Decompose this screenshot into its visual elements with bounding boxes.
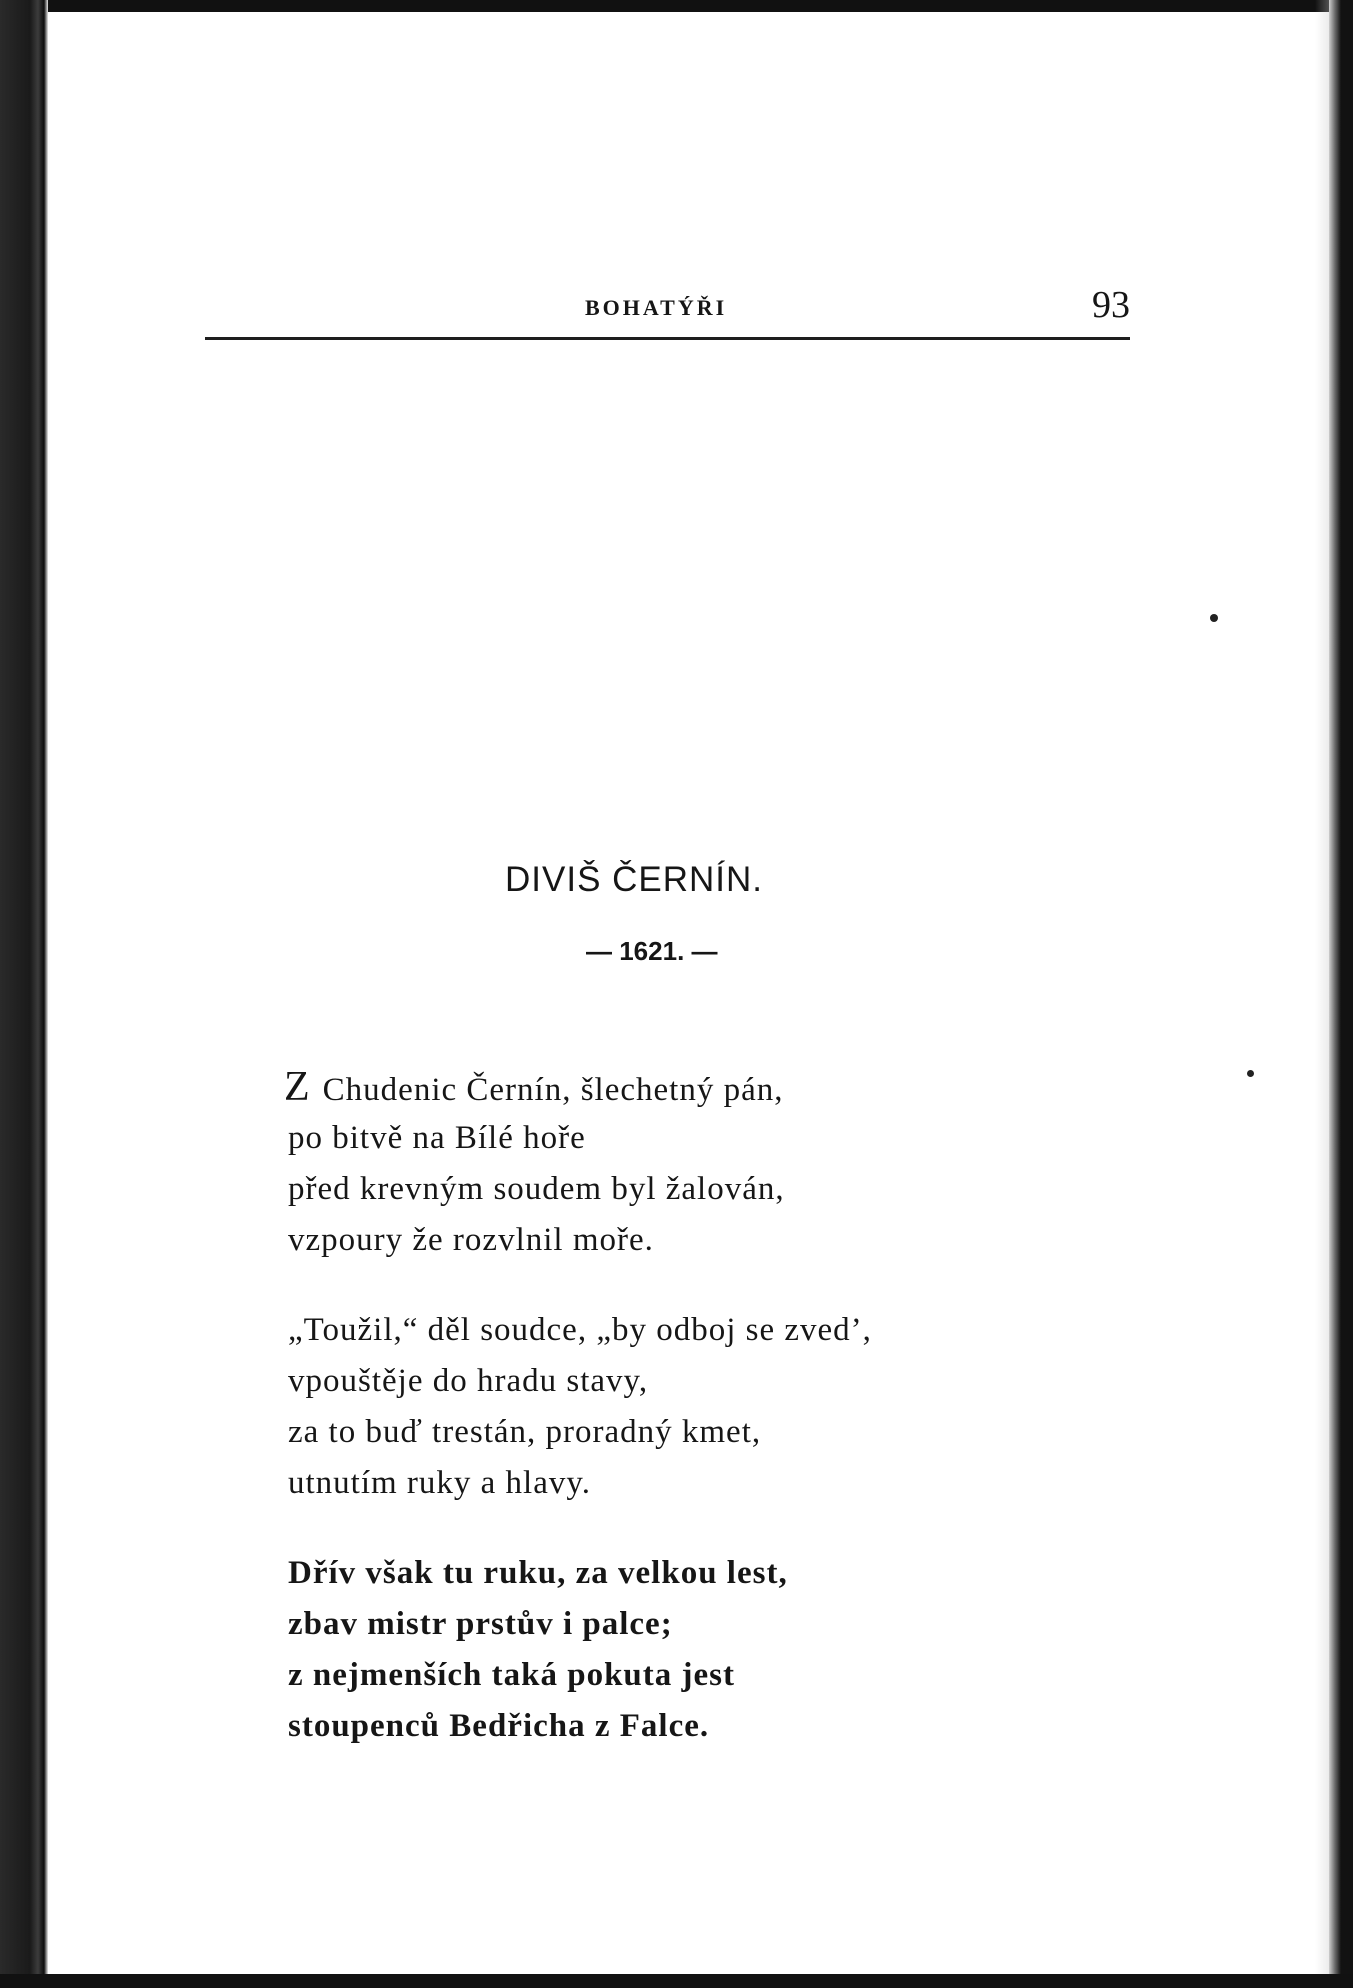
page-edge-shade [1315, 0, 1329, 1988]
verse-line: vzpoury že rozvlnil moře. [288, 1222, 654, 1258]
verse-line: utnutím ruky a hlavy. [288, 1465, 591, 1501]
verse-line: stoupenců Bedřicha z Falce. [288, 1708, 710, 1744]
poem-body [284, 1062, 1108, 1791]
verse-line: zbav mistr prstův i palce; [288, 1606, 673, 1642]
scan-border-bottom [0, 1974, 1353, 1988]
poem-date: — 1621. — [586, 936, 718, 966]
scan-border-left [0, 0, 48, 1988]
verse-line: Dřív však tu ruku, za velkou lest, [288, 1555, 788, 1591]
header-rule [205, 337, 1130, 340]
scan-border-right [1329, 0, 1353, 1988]
verse-text: Chudenic Černín, šlechetný pán, [322, 1072, 784, 1108]
initial-letter: Z [284, 1064, 311, 1110]
verse-line: před krevným soudem byl žalován, [288, 1171, 785, 1207]
verse-line: po bitvě na Bílé hoře [288, 1120, 586, 1156]
stanza-1 [284, 1062, 1108, 1266]
scan-speck [1210, 614, 1218, 622]
stanza-3 [288, 1548, 1108, 1752]
verse-line: za to buď trestán, proradný kmet, [288, 1414, 762, 1450]
poem-title: DIVIŠ ČERNÍN. [505, 860, 764, 899]
running-title: BOHATÝŘI [585, 295, 728, 320]
verse-line: „Toužil,“ děl soudce, „by odboj se zved’, [288, 1312, 872, 1348]
page-number: 93 [1092, 284, 1130, 326]
running-head [205, 283, 1130, 341]
scan-border-top [0, 0, 1353, 12]
stanza-2 [288, 1305, 1108, 1509]
scan-speck [1247, 1070, 1254, 1077]
verse-line [284, 1062, 1108, 1113]
verse-line: vpouštěje do hradu stavy, [288, 1363, 649, 1399]
verse-line: z nejmenších taká pokuta jest [288, 1657, 735, 1693]
